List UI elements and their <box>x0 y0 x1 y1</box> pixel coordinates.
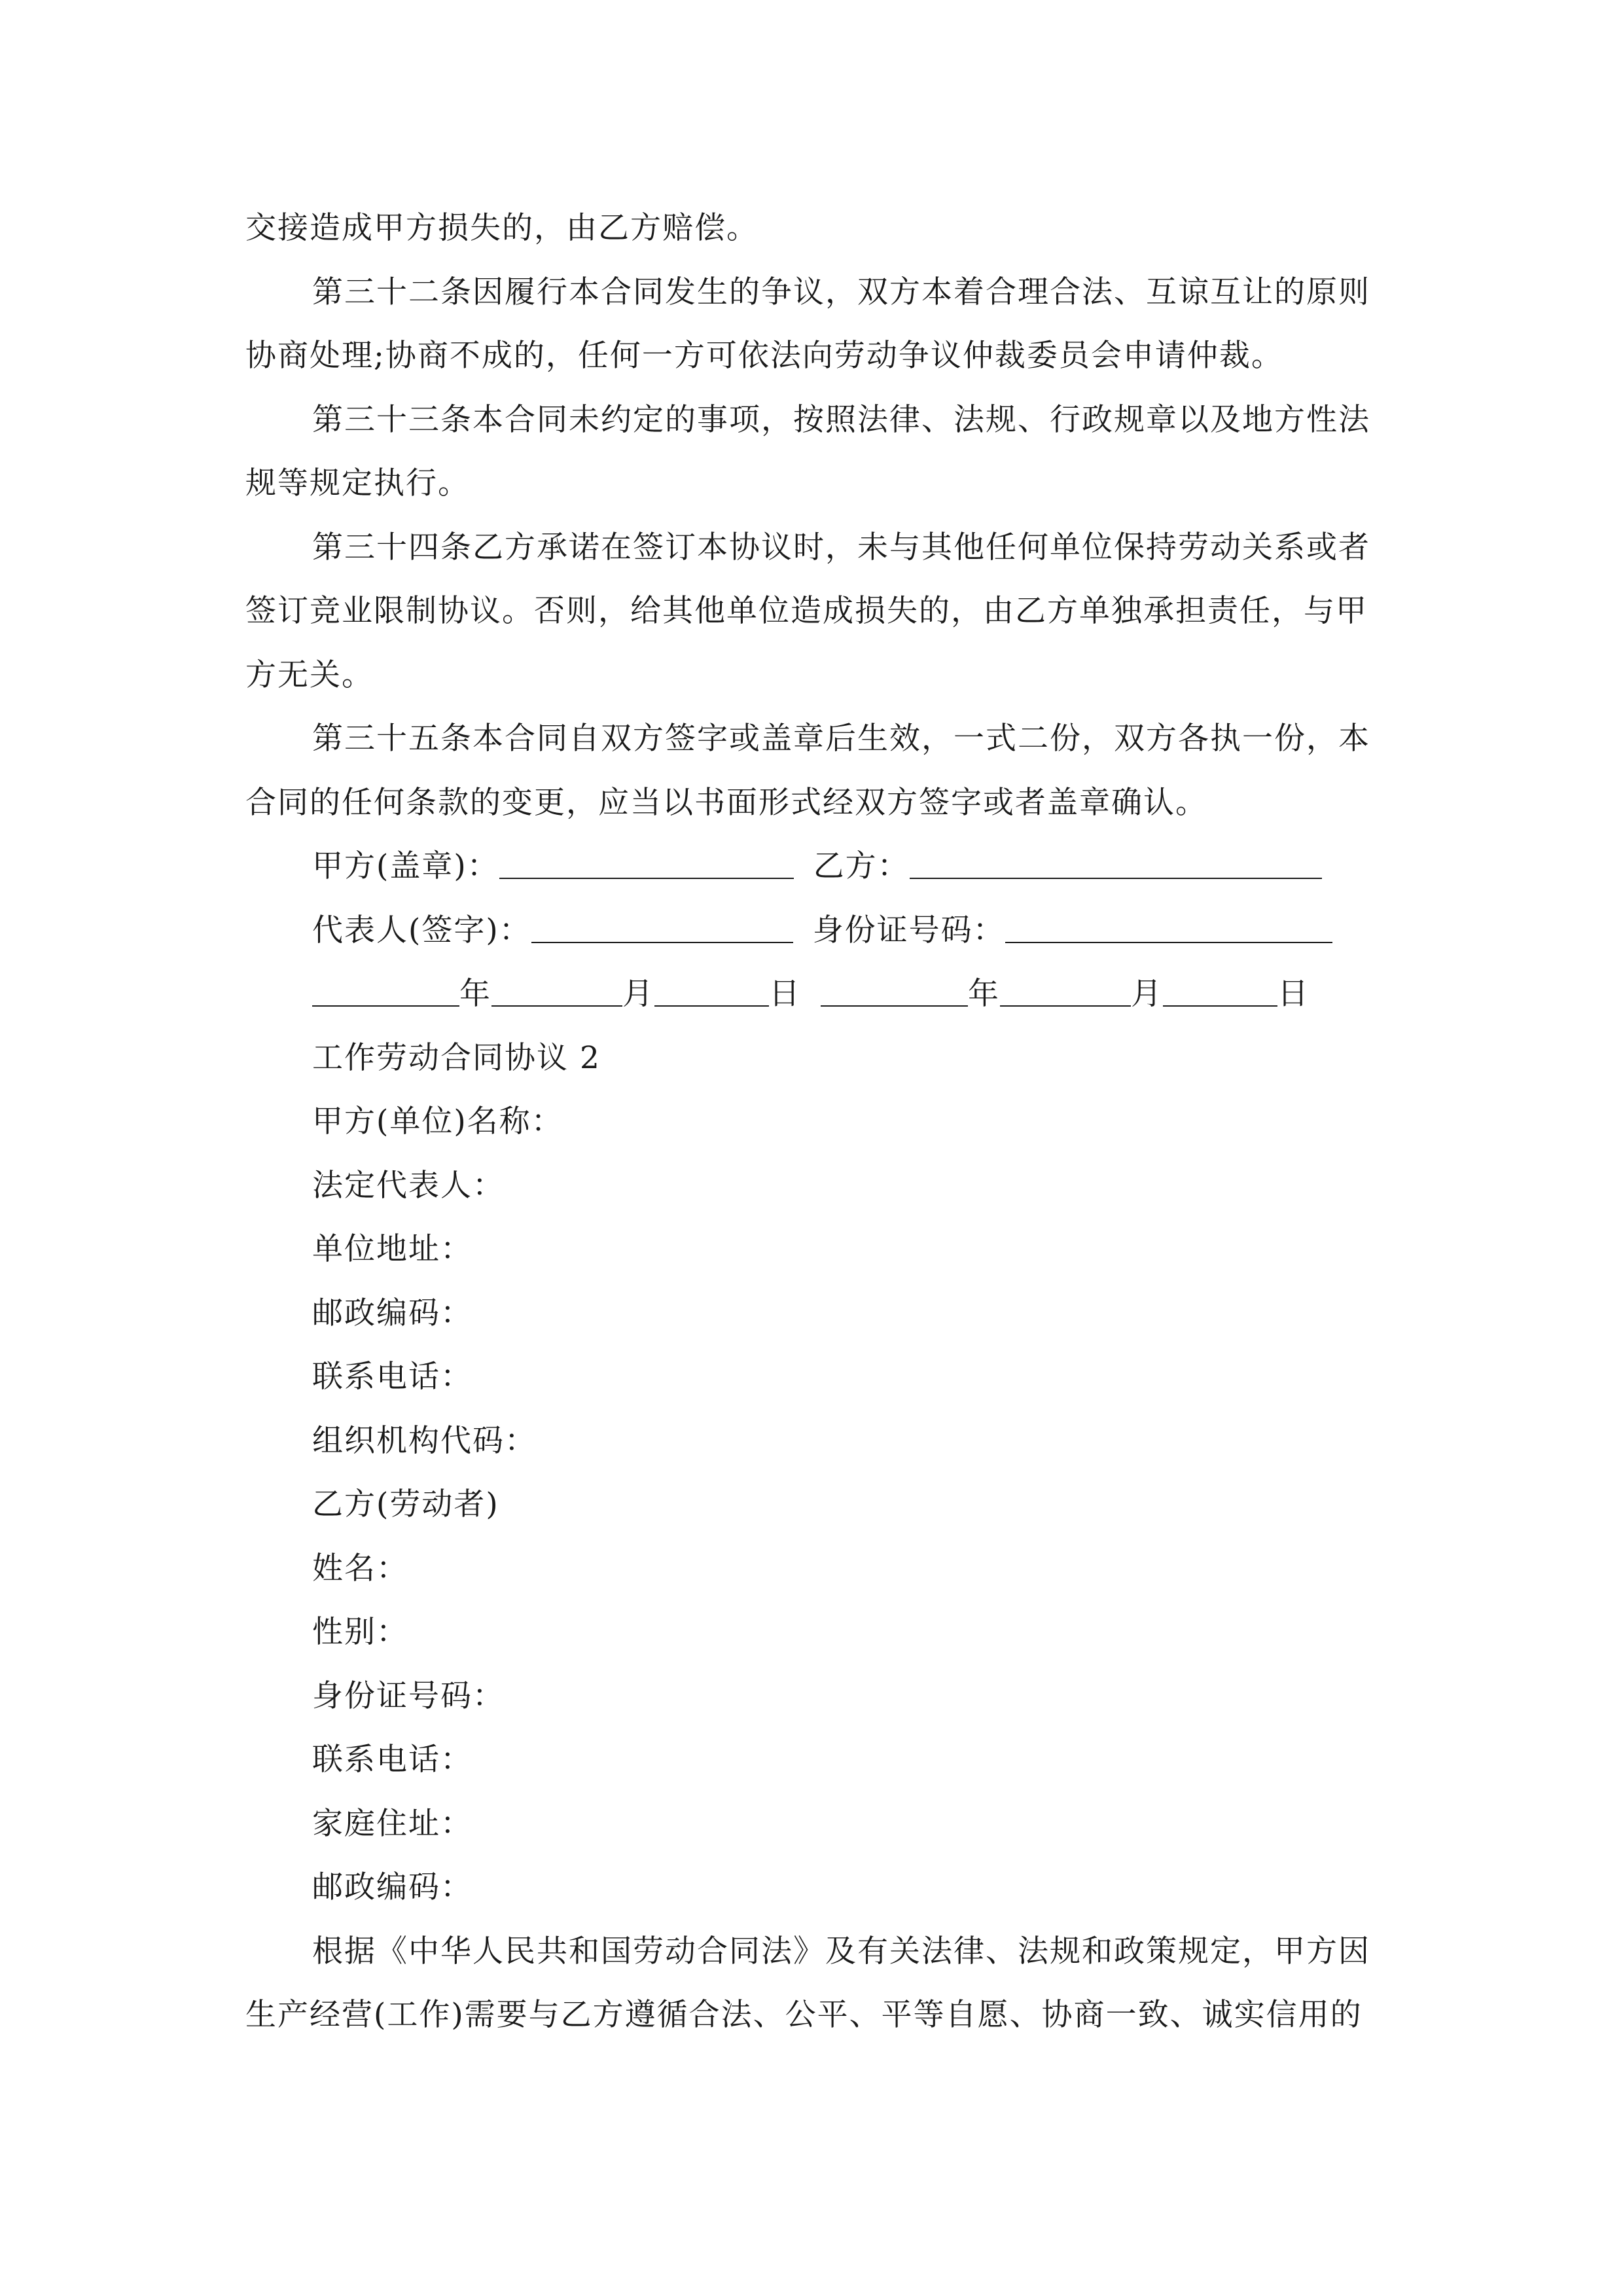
party-a-seal-label: 甲方(盖章)： <box>312 848 499 884</box>
party-a-month-blank[interactable] <box>491 979 622 1007</box>
employee-gender-field: 性别： <box>312 1614 408 1650</box>
party-b-label: 乙方： <box>813 848 910 884</box>
signature-row-representatives <box>245 899 1378 963</box>
signature-row-dates <box>245 962 1378 1026</box>
employer-org-code-field: 组织机构代码： <box>312 1422 537 1459</box>
preamble-line-1: 根据《中华人民共和国劳动合同法》及有关法律、法规和政策规定，甲方因 <box>312 1933 1370 1969</box>
preamble-line-2: 生产经营(工作)需要与乙方遵循合法、公平、平等自愿、协商一致、诚实信用的 <box>245 1997 1363 2033</box>
representative-label: 代表人(签字)： <box>312 912 531 948</box>
employee-name-field: 姓名： <box>312 1550 408 1587</box>
party-a-year-blank[interactable] <box>312 979 459 1007</box>
party-b-year-blank[interactable] <box>821 979 968 1007</box>
article-33-line-2: 规等规定执行。 <box>245 465 470 501</box>
party-b-blank[interactable] <box>910 852 1322 879</box>
employer-phone-field: 联系电话： <box>312 1359 473 1395</box>
month-label: 月 <box>1131 976 1163 1012</box>
article-32-line-1: 第三十二条因履行本合同发生的争议，双方本着合理合法、互谅互让的原则 <box>312 274 1370 310</box>
article-35-line-2: 合同的任何条款的变更，应当以书面形式经双方签字或者盖章确认。 <box>245 784 1207 821</box>
document-body <box>245 196 1378 2047</box>
year-label: 年 <box>968 976 1000 1012</box>
article-34-line-1: 第三十四条乙方承诺在签订本协议时，未与其他任何单位保持劳动关系或者 <box>312 529 1370 565</box>
party-a-seal-blank[interactable] <box>499 852 794 879</box>
id-number-blank[interactable] <box>1005 916 1332 943</box>
day-label: 日 <box>769 976 801 1012</box>
employee-phone-field: 联系电话： <box>312 1742 473 1778</box>
article-34-line-3: 方无关。 <box>245 656 374 693</box>
employee-id-number-field: 身份证号码： <box>312 1677 505 1714</box>
employee-postcode-field: 邮政编码： <box>312 1869 473 1905</box>
year-label: 年 <box>459 976 491 1012</box>
signature-row-parties <box>245 834 1378 899</box>
article-35-line-1: 第三十五条本合同自双方签字或盖章后生效，一式二份，双方各执一份，本 <box>312 721 1370 757</box>
employee-home-address-field: 家庭住址： <box>312 1805 473 1842</box>
employer-address-field: 单位地址： <box>312 1231 473 1267</box>
contract-2-title: 工作劳动合同协议 2 <box>312 1039 601 1076</box>
party-b-month-blank[interactable] <box>1000 979 1131 1007</box>
id-number-label: 身份证号码： <box>812 912 1005 948</box>
article-34-line-2: 签订竞业限制协议。否则，给其他单位造成损失的，由乙方单独承担责任，与甲 <box>245 593 1368 629</box>
article-33-line-1: 第三十三条本合同未约定的事项，按照法律、法规、行政规章以及地方性法 <box>312 401 1370 438</box>
employer-name-field: 甲方(单位)名称： <box>312 1103 563 1139</box>
party-a-day-blank[interactable] <box>654 979 769 1007</box>
month-label: 月 <box>622 976 654 1012</box>
representative-blank[interactable] <box>531 916 793 943</box>
party-b-day-blank[interactable] <box>1163 979 1277 1007</box>
article-32-line-2: 协商处理;协商不成的，任何一方可依法向劳动争议仲裁委员会申请仲裁。 <box>245 338 1283 374</box>
paragraph-text: 交接造成甲方损失的，由乙方赔偿。 <box>245 210 758 246</box>
employer-postcode-field: 邮政编码： <box>312 1295 473 1331</box>
day-label: 日 <box>1277 976 1310 1012</box>
employee-header: 乙方(劳动者) <box>312 1486 499 1522</box>
employer-legal-rep-field: 法定代表人： <box>312 1167 505 1204</box>
